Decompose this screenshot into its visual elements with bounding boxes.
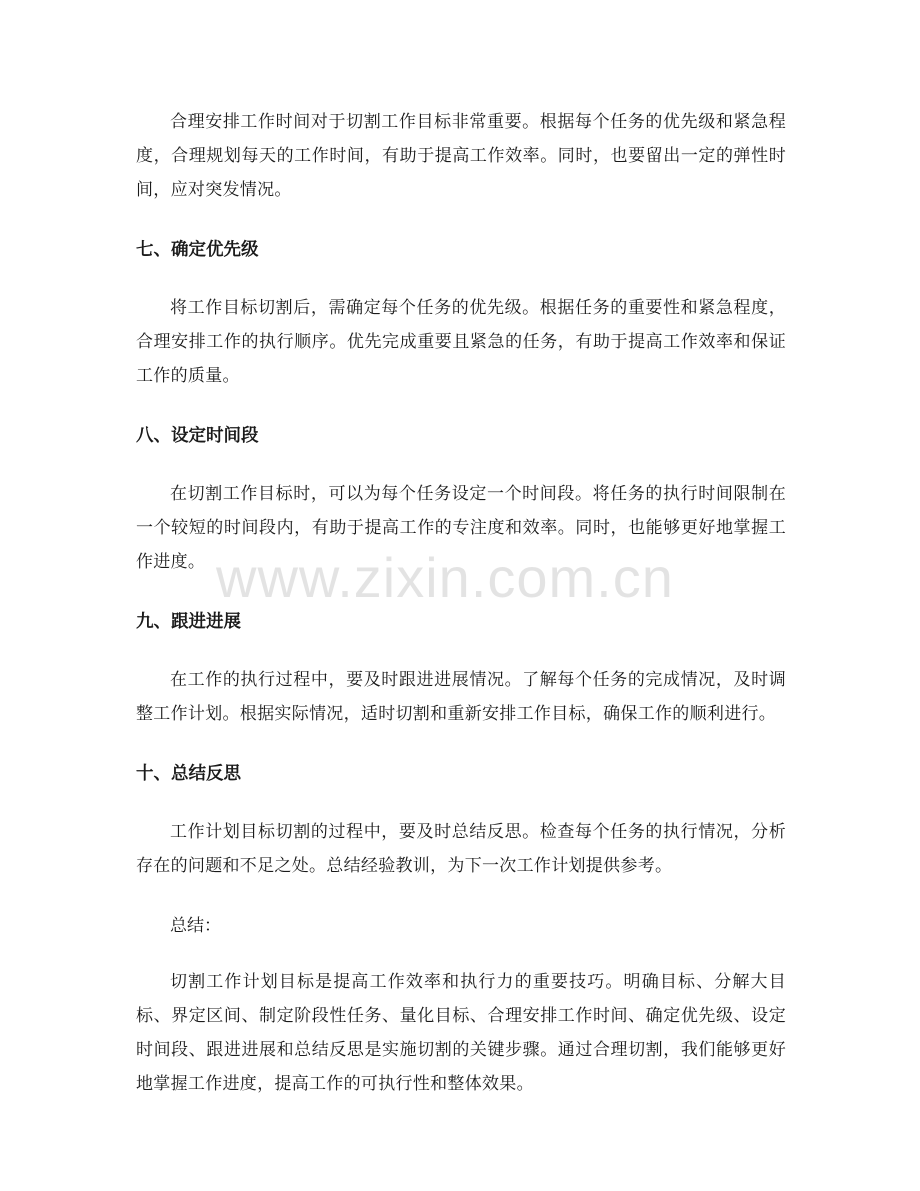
paragraph-follow-up: 在工作的执行过程中，要及时跟进进展情况。了解每个任务的完成情况，及时调整工作计划。根据实际情况，适时切割和重新安排工作目标，确保工作的顺利进行。	[136, 670, 786, 724]
heading-priority: 七、确定优先级	[136, 240, 259, 260]
paragraph-time-slot: 在切割工作目标时，可以为每个任务设定一个时间段。将任务的执行时间限制在一个较短的时间段内，有助于提高工作的专注度和效率。同时，也能够更好地掌握工作进度。	[136, 484, 786, 572]
heading-time-slot: 八、设定时间段	[136, 426, 259, 446]
paragraph-reflection: 工作计划目标切割的过程中，要及时总结反思。检查每个任务的执行情况，分析存在的问题和不足之处。总结经验教训，为下一次工作计划提供参考。	[136, 822, 786, 876]
summary-label: 总结：	[170, 916, 221, 936]
paragraph-priority: 将工作目标切割后，需确定每个任务的优先级。根据任务的重要性和紧急程度，合理安排工作的执行顺序。优先完成重要且紧急的任务，有助于提高工作效率和保证工作的质量。	[136, 298, 786, 386]
document-body	[136, 105, 786, 1127]
paragraph-time-arrangement: 合理安排工作时间对于切割工作目标非常重要。根据每个任务的优先级和紧急程度，合理规划每天的工作时间，有助于提高工作效率。同时，也要留出一定的弹性时间，应对突发情况。	[136, 112, 786, 200]
heading-follow-up: 九、跟进进展	[136, 612, 241, 632]
heading-reflection: 十、总结反思	[136, 764, 241, 784]
watermark: www.zixin.com.cn	[216, 546, 674, 609]
paragraph-summary: 切割工作计划目标是提高工作效率和执行力的重要技巧。明确目标、分解大目标、界定区间、制定阶段性任务、量化目标、合理安排工作时间、确定优先级、设定时间段、跟进进展和总结反思是实施切割的关键步骤。通过合理切割，我们能够更好地掌握工作进度，提高工作的可执行性和整体效果。	[136, 972, 786, 1094]
